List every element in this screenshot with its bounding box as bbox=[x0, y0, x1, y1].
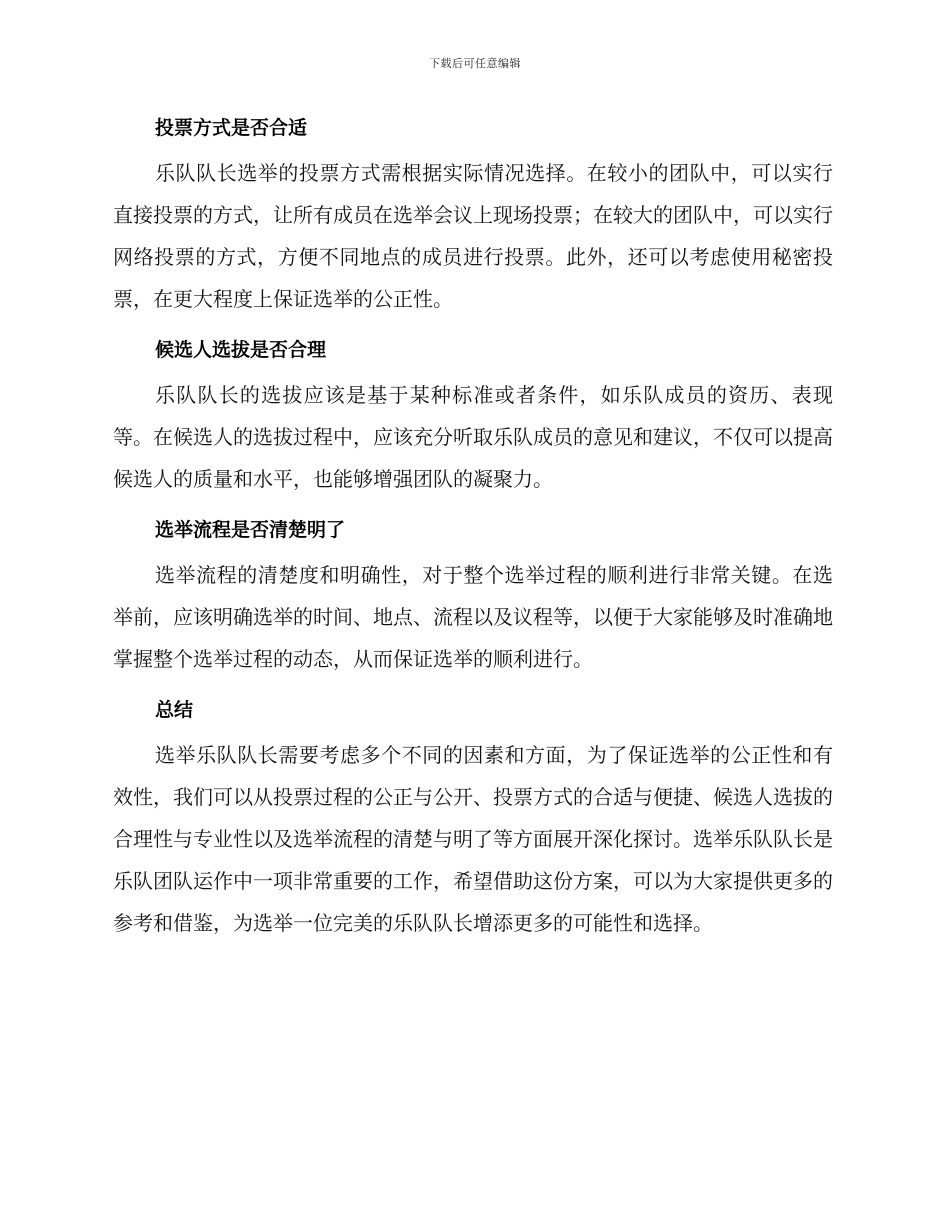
section-body-candidate-selection: 乐队队长的选拔应该是基于某种标准或者条件，如乐队成员的资历、表现等。在候选人的选拔过程中，应该充分听取乐队成员的意见和建议，不仅可以提高候选人的质量和水平，也能够增强团队的凝聚力。 bbox=[113, 383, 833, 491]
section-body-voting-method: 乐队队长选举的投票方式需根据实际情况选择。在较小的团队中，可以实行直接投票的方式，让所有成员在选举会议上现场投票；在较大的团队中，可以实行网络投票的方式，方便不同地点的成员进行投票。此外，还可以考虑使用秘密投票，在更大程度上保证选举的公正性。 bbox=[113, 161, 833, 311]
section-body-election-process: 选举流程的清楚度和明确性，对于整个选举过程的顺利进行非常关键。在选举前，应该明确选举的时间、地点、流程以及议程等，以便于大家能够及时准确地掌握整个选举过程的动态，从而保证选举的顺利进行。 bbox=[113, 563, 833, 671]
header-note: 下载后可任意编辑 bbox=[429, 57, 521, 70]
section-heading-candidate-selection: 候选人选拔是否合理 bbox=[155, 339, 327, 361]
section-body-summary: 选举乐队队长需要考虑多个不同的因素和方面，为了保证选举的公正性和有效性，我们可以从投票过程的公正与公开、投票方式的合适与便捷、候选人选拔的合理性与专业性以及选举流程的清楚与明了等方面展开深化探讨。选举乐队队长是乐队团队运作中一项非常重要的工作，希望借助这份方案，可以为大家提供更多的参考和借鉴，为选举一位完美的乐队队长增添更多的可能性和选择。 bbox=[113, 743, 833, 935]
section-heading-election-process: 选举流程是否清楚明了 bbox=[155, 519, 346, 541]
section-heading-voting-method: 投票方式是否合适 bbox=[155, 117, 308, 139]
document-content bbox=[113, 108, 833, 954]
section-heading-summary: 总结 bbox=[155, 699, 194, 721]
